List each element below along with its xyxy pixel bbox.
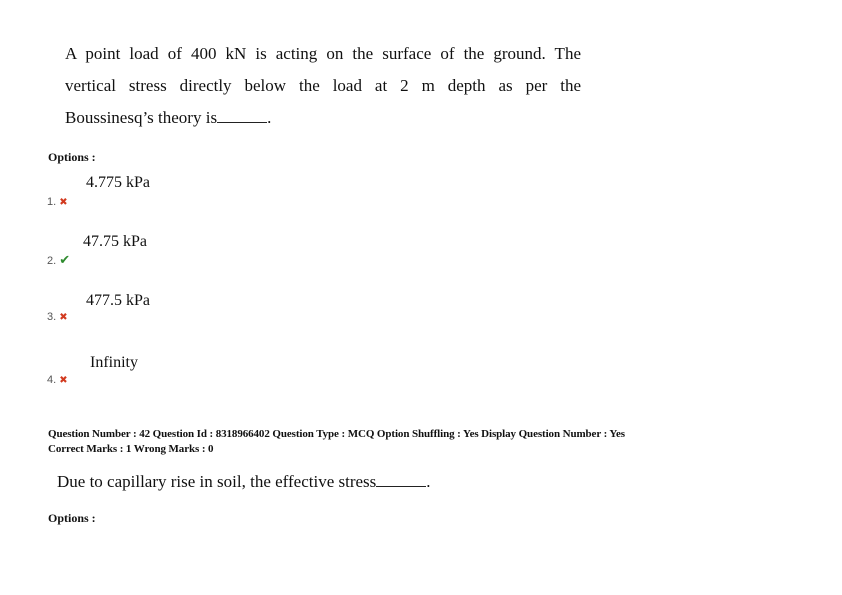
option-3-number: 3. — [47, 311, 57, 323]
option-2-number: 2. — [47, 255, 57, 267]
answer-blank — [217, 110, 267, 123]
next-question-end-punct: . — [426, 472, 431, 491]
question-line-3-text: Boussinesq’s theory is — [65, 108, 218, 127]
option-1-text: 4.775 kPa — [86, 174, 150, 191]
options-label: Options : — [48, 150, 96, 164]
check-mark-icon: ✔ — [59, 252, 71, 267]
option-2-text: 47.75 kPa — [83, 233, 147, 250]
option-3 — [47, 311, 68, 323]
question-meta-line-2: Correct Marks : 1 Wrong Marks : 0 — [48, 443, 214, 455]
wrong-mark-icon: ✖ — [59, 312, 68, 323]
option-1-number: 1. — [47, 196, 57, 208]
next-question-text — [57, 472, 431, 492]
question-end-punct: . — [267, 108, 272, 127]
question-text — [65, 38, 581, 134]
option-2 — [47, 252, 70, 268]
option-1 — [47, 196, 68, 208]
next-answer-blank — [376, 474, 426, 487]
question-line-1: A point load of 400 kN is acting on the surface of the ground. The — [65, 44, 581, 63]
question-line-2: vertical stress directly below the load at 2 m depth as per the — [65, 76, 581, 95]
next-options-label: Options : — [48, 511, 96, 525]
option-3-text: 477.5 kPa — [86, 292, 150, 309]
option-4-text: Infinity — [90, 354, 138, 371]
wrong-mark-icon: ✖ — [59, 197, 68, 208]
option-4 — [47, 374, 68, 386]
question-meta-line-1: Question Number : 42 Question Id : 8318966402 Question Type : MCQ Option Shuffling : Yes Display Question Number : Yes — [48, 428, 625, 440]
option-4-number: 4. — [47, 374, 57, 386]
next-question-body: Due to capillary rise in soil, the effective stress — [57, 472, 377, 491]
wrong-mark-icon: ✖ — [59, 375, 68, 386]
question-line-3 — [65, 102, 581, 134]
